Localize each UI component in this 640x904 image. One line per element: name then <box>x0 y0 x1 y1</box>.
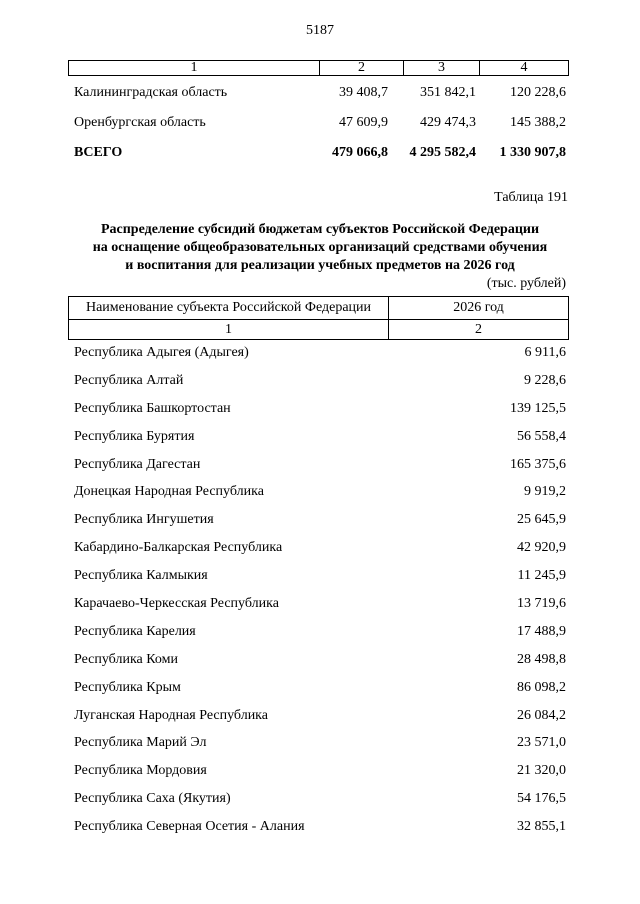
units-label: (тыс. рублей) <box>486 276 566 291</box>
subsidy-value: 42 920,9 <box>517 540 566 556</box>
table-row <box>68 339 568 367</box>
column-number-1: 1 <box>69 61 320 76</box>
page-number: 5187 <box>306 23 334 38</box>
value-col4: 120 228,6 <box>510 85 566 100</box>
table-title <box>40 221 600 275</box>
region-name: Калининградская область <box>74 85 228 100</box>
title-line-3: и воспитания для реализации учебных предметов на 2026 год <box>125 258 515 273</box>
table-row <box>68 506 568 534</box>
subsidy-value: 56 558,4 <box>517 428 566 444</box>
value-col4: 145 388,2 <box>510 115 566 130</box>
region-name: Кабардино-Балкарская Республика <box>74 540 283 556</box>
main-table-body <box>68 339 568 841</box>
region-name: Республика Коми <box>74 651 178 667</box>
subsidy-value: 86 098,2 <box>517 679 566 695</box>
table-row <box>68 108 568 138</box>
continuation-table-header <box>68 60 569 76</box>
region-name: Республика Бурятия <box>74 428 195 444</box>
subsidy-value: 165 375,6 <box>510 456 566 472</box>
subsidy-value: 23 571,0 <box>517 735 566 751</box>
subsidy-value: 13 719,6 <box>517 596 566 612</box>
column-number-4: 4 <box>480 61 569 76</box>
region-name: Карачаево-Черкесская Республика <box>74 596 279 612</box>
table-row <box>68 702 568 730</box>
header-number-2: 2 <box>389 320 569 340</box>
table-row <box>68 478 568 506</box>
total-row <box>68 138 568 168</box>
region-name: Республика Ингушетия <box>74 512 214 528</box>
subsidy-value: 28 498,8 <box>517 651 566 667</box>
total-col2: 479 066,8 <box>332 145 388 160</box>
value-col2: 39 408,7 <box>339 85 388 100</box>
region-name: Республика Башкортостан <box>74 400 231 416</box>
title-line-2: на оснащение общеобразовательных организаций средствами обучения <box>92 240 548 255</box>
table-row <box>68 423 568 451</box>
column-number-3: 3 <box>404 61 480 76</box>
table-row <box>68 646 568 674</box>
table-row <box>68 367 568 395</box>
subsidy-value: 54 176,5 <box>517 791 566 807</box>
value-col3: 351 842,1 <box>420 85 476 100</box>
table-row <box>68 451 568 479</box>
subsidy-value: 32 855,1 <box>517 819 566 835</box>
table-row <box>68 729 568 757</box>
table-row <box>68 757 568 785</box>
region-name: Луганская Народная Республика <box>74 707 268 723</box>
main-table-header <box>68 296 569 340</box>
subsidy-value: 139 125,5 <box>510 400 566 416</box>
table-row <box>68 813 568 841</box>
region-name: Республика Северная Осетия - Алания <box>74 819 305 835</box>
region-name: Республика Крым <box>74 679 181 695</box>
total-col4: 1 330 907,8 <box>499 145 566 160</box>
table-row <box>68 562 568 590</box>
table-number: Таблица 191 <box>494 190 568 205</box>
region-name: Республика Марий Эл <box>74 735 207 751</box>
subsidy-value: 17 488,9 <box>517 623 566 639</box>
region-name: Донецкая Народная Республика <box>74 484 264 500</box>
value-col2: 47 609,9 <box>339 115 388 130</box>
total-label: ВСЕГО <box>74 145 123 160</box>
subsidy-value: 25 645,9 <box>517 512 566 528</box>
table-row <box>68 395 568 423</box>
table-row <box>68 618 568 646</box>
total-col3: 4 295 582,4 <box>409 145 476 160</box>
region-name: Оренбургская область <box>74 115 206 130</box>
value-col3: 429 474,3 <box>420 115 476 130</box>
subsidy-value: 21 320,0 <box>517 763 566 779</box>
table-row <box>68 534 568 562</box>
region-name: Республика Карелия <box>74 623 196 639</box>
region-name: Республика Калмыкия <box>74 568 208 584</box>
region-name: Республика Саха (Якутия) <box>74 791 231 807</box>
region-name: Республика Алтай <box>74 372 184 388</box>
subsidy-value: 26 084,2 <box>517 707 566 723</box>
table-row <box>68 590 568 618</box>
region-name: Республика Адыгея (Адыгея) <box>74 345 249 360</box>
header-region-name: Наименование субъекта Российской Федерации <box>69 297 389 320</box>
table-row <box>68 785 568 813</box>
subsidy-value: 11 245,9 <box>517 568 566 584</box>
title-line-1: Распределение субсидий бюджетам субъектов Российской Федерации <box>100 222 540 237</box>
table-row <box>68 78 568 108</box>
column-number-2: 2 <box>320 61 404 76</box>
table-row <box>68 674 568 702</box>
subsidy-value: 9 919,2 <box>524 484 566 500</box>
subsidy-value: 6 911,6 <box>524 345 566 360</box>
region-name: Республика Дагестан <box>74 456 201 472</box>
header-number-1: 1 <box>69 320 389 340</box>
header-year: 2026 год <box>389 297 569 320</box>
subsidy-value: 9 228,6 <box>524 372 566 388</box>
region-name: Республика Мордовия <box>74 763 207 779</box>
continuation-table-body <box>68 78 568 168</box>
